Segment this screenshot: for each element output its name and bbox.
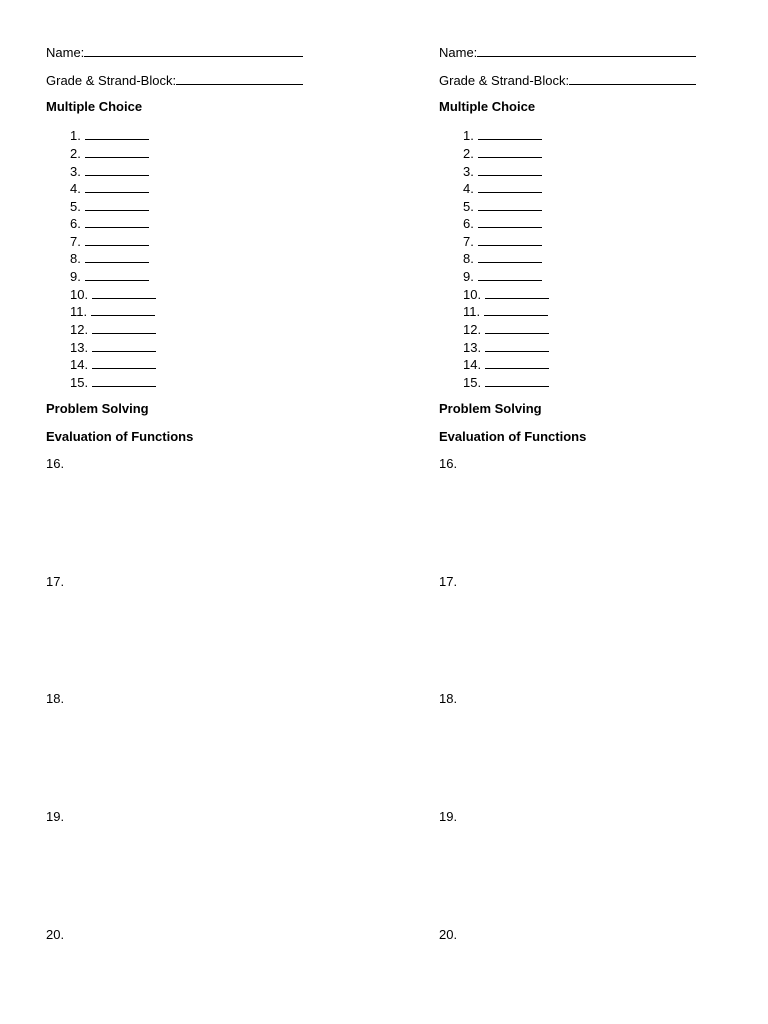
mc-number: 1. bbox=[70, 128, 81, 143]
evaluation-heading: Evaluation of Functions bbox=[46, 429, 194, 444]
mc-answer-blank[interactable] bbox=[92, 285, 156, 299]
mc-answer-blank[interactable] bbox=[485, 373, 549, 387]
mc-answer-blank[interactable] bbox=[478, 249, 542, 263]
mc-answer-blank[interactable] bbox=[478, 144, 542, 158]
mc-item bbox=[70, 320, 156, 338]
name-line bbox=[46, 43, 303, 61]
mc-number: 13. bbox=[463, 340, 482, 355]
mc-number: 3. bbox=[463, 164, 474, 179]
multiple-choice-heading: Multiple Choice bbox=[439, 99, 536, 114]
mc-item bbox=[463, 179, 542, 197]
mc-answer-blank[interactable] bbox=[85, 214, 149, 228]
problem-number: 19. bbox=[439, 809, 458, 824]
mc-number: 9. bbox=[70, 269, 81, 284]
mc-number: 3. bbox=[70, 164, 81, 179]
mc-item bbox=[463, 355, 549, 373]
grade-label: Grade & Strand-Block: bbox=[46, 73, 177, 88]
mc-number: 10. bbox=[70, 287, 89, 302]
mc-item bbox=[70, 126, 149, 144]
problem-number: 19. bbox=[46, 809, 65, 824]
mc-number: 12. bbox=[70, 322, 89, 337]
grade-line bbox=[46, 71, 303, 89]
name-label: Name: bbox=[46, 45, 85, 60]
mc-number: 4. bbox=[463, 181, 474, 196]
mc-answer-blank[interactable] bbox=[478, 179, 542, 193]
mc-item bbox=[463, 232, 542, 250]
mc-answer-blank[interactable] bbox=[478, 267, 542, 281]
name-label: Name: bbox=[439, 45, 478, 60]
mc-number: 11. bbox=[70, 304, 88, 319]
mc-answer-blank[interactable] bbox=[85, 249, 149, 263]
mc-answer-blank[interactable] bbox=[85, 267, 149, 281]
mc-item bbox=[463, 320, 549, 338]
grade-blank[interactable] bbox=[176, 71, 303, 85]
grade-label: Grade & Strand-Block: bbox=[439, 73, 570, 88]
mc-answer-blank[interactable] bbox=[92, 373, 156, 387]
mc-answer-blank[interactable] bbox=[478, 197, 542, 211]
name-blank[interactable] bbox=[84, 43, 303, 57]
mc-answer-blank[interactable] bbox=[85, 197, 149, 211]
mc-number: 5. bbox=[463, 199, 474, 214]
mc-item bbox=[463, 126, 542, 144]
mc-item bbox=[70, 214, 149, 232]
mc-number: 9. bbox=[463, 269, 474, 284]
mc-answer-blank[interactable] bbox=[485, 320, 549, 334]
mc-item bbox=[463, 373, 549, 391]
mc-answer-blank[interactable] bbox=[485, 285, 549, 299]
mc-number: 7. bbox=[70, 234, 81, 249]
mc-item bbox=[463, 285, 549, 303]
grade-line bbox=[439, 71, 696, 89]
mc-number: 5. bbox=[70, 199, 81, 214]
mc-item bbox=[70, 179, 149, 197]
mc-number: 12. bbox=[463, 322, 482, 337]
name-blank[interactable] bbox=[477, 43, 696, 57]
mc-answer-blank[interactable] bbox=[485, 355, 549, 369]
mc-item bbox=[70, 355, 156, 373]
problem-number: 18. bbox=[46, 691, 65, 706]
mc-number: 4. bbox=[70, 181, 81, 196]
mc-number: 1. bbox=[463, 128, 474, 143]
mc-answer-blank[interactable] bbox=[92, 355, 156, 369]
mc-answer-blank[interactable] bbox=[478, 232, 542, 246]
mc-answer-blank[interactable] bbox=[478, 214, 542, 228]
mc-item bbox=[70, 338, 156, 356]
mc-answer-blank[interactable] bbox=[92, 338, 156, 352]
mc-number: 14. bbox=[70, 357, 89, 372]
answer-sheet-left bbox=[46, 0, 376, 1024]
mc-item bbox=[463, 144, 542, 162]
problem-number: 18. bbox=[439, 691, 458, 706]
mc-item bbox=[463, 302, 548, 320]
mc-item bbox=[70, 285, 156, 303]
mc-answer-blank[interactable] bbox=[484, 302, 548, 316]
multiple-choice-heading: Multiple Choice bbox=[46, 99, 143, 114]
mc-answer-blank[interactable] bbox=[85, 144, 149, 158]
mc-item bbox=[70, 302, 155, 320]
mc-item bbox=[70, 232, 149, 250]
mc-answer-blank[interactable] bbox=[85, 126, 149, 140]
mc-number: 11. bbox=[463, 304, 481, 319]
mc-item bbox=[70, 373, 156, 391]
mc-number: 14. bbox=[463, 357, 482, 372]
mc-item bbox=[463, 249, 542, 267]
mc-item bbox=[463, 338, 549, 356]
mc-number: 7. bbox=[463, 234, 474, 249]
problem-number: 16. bbox=[46, 456, 65, 471]
problem-number: 17. bbox=[46, 574, 65, 589]
mc-number: 10. bbox=[463, 287, 482, 302]
mc-answer-blank[interactable] bbox=[92, 320, 156, 334]
name-line bbox=[439, 43, 696, 61]
mc-item bbox=[463, 162, 542, 180]
mc-number: 13. bbox=[70, 340, 89, 355]
mc-answer-blank[interactable] bbox=[478, 126, 542, 140]
grade-blank[interactable] bbox=[569, 71, 696, 85]
answer-sheet-right bbox=[439, 0, 768, 1024]
mc-answer-blank[interactable] bbox=[478, 162, 542, 176]
mc-answer-blank[interactable] bbox=[85, 232, 149, 246]
mc-number: 6. bbox=[463, 216, 474, 231]
problem-number: 17. bbox=[439, 574, 458, 589]
mc-number: 15. bbox=[70, 375, 89, 390]
mc-item bbox=[463, 267, 542, 285]
mc-answer-blank[interactable] bbox=[85, 179, 149, 193]
mc-item bbox=[70, 144, 149, 162]
mc-item bbox=[463, 214, 542, 232]
mc-item bbox=[463, 197, 542, 215]
mc-number: 6. bbox=[70, 216, 81, 231]
problem-number: 20. bbox=[46, 927, 65, 942]
mc-number: 2. bbox=[70, 146, 81, 161]
mc-answer-blank[interactable] bbox=[91, 302, 155, 316]
mc-answer-blank[interactable] bbox=[85, 162, 149, 176]
mc-item bbox=[70, 267, 149, 285]
mc-answer-blank[interactable] bbox=[485, 338, 549, 352]
mc-item bbox=[70, 249, 149, 267]
problem-number: 16. bbox=[439, 456, 458, 471]
problem-solving-heading: Problem Solving bbox=[439, 401, 542, 416]
mc-item bbox=[70, 197, 149, 215]
mc-item bbox=[70, 162, 149, 180]
problem-solving-heading: Problem Solving bbox=[46, 401, 149, 416]
mc-number: 8. bbox=[463, 251, 474, 266]
mc-number: 15. bbox=[463, 375, 482, 390]
problem-number: 20. bbox=[439, 927, 458, 942]
mc-number: 2. bbox=[463, 146, 474, 161]
evaluation-heading: Evaluation of Functions bbox=[439, 429, 587, 444]
mc-number: 8. bbox=[70, 251, 81, 266]
